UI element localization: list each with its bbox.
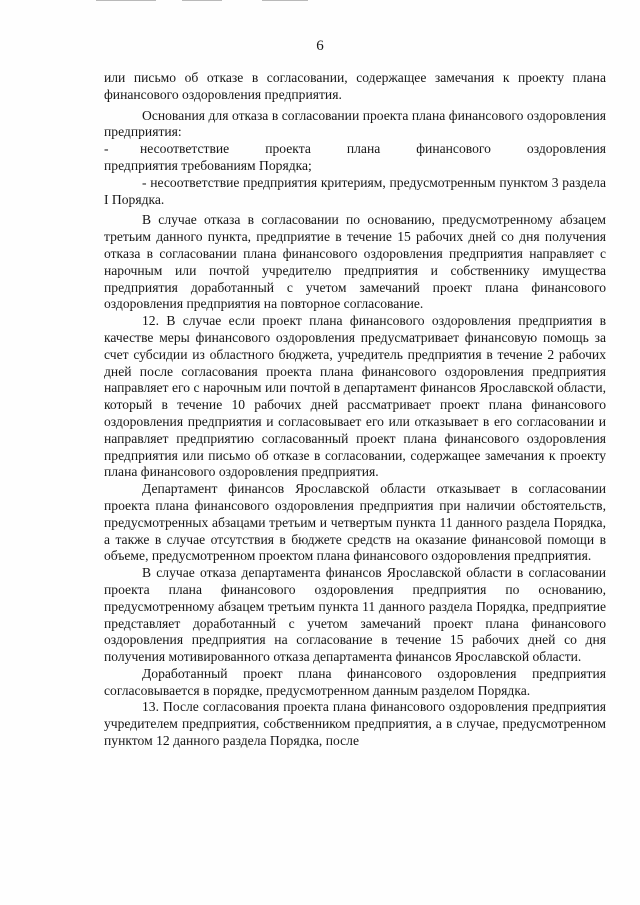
- list-item: [104, 141, 606, 158]
- scan-edge-mark: [96, 0, 156, 1]
- paragraph: Доработанный проект плана финансового оздоровления предприятия согласовывается в порядке, предусмотренном данным разделом Порядка.: [104, 665, 606, 698]
- paragraph: Департамент финансов Ярославской области отказывает в согласовании проекта плана финансового оздоровления предприятия при наличии обстоятельств, предусмотренных абзацами третьим и четвертым пункта 11 данного раздела Порядка, а также в случае отсутствия в бюджете средств на оказание финансовой помощи в объеме, предусмотренном проектом плана финансового оздоровления предприятия.: [104, 481, 606, 564]
- scan-edge-mark: [182, 0, 222, 1]
- paragraph: или письмо об отказе в согласовании, содержащее замечания к проекту плана финансового оздоровления предприятия.: [104, 70, 606, 102]
- page-number: 6: [316, 38, 324, 54]
- paragraph: В случае отказа в согласовании по основанию, предусмотренному абзацем третьим данного пункта, предприятие в течение 15 рабочих дней со дня получения отказа в согласовании плана финансового оздоровления предприятия направляет с нарочным или почтой учредителю предприятия и собственнику имущества предприятия доработанный с учетом замечаний проект плана финансового оздоровления предприятия на повторное согласование.: [104, 212, 606, 312]
- paragraph: - несоответствие предприятия критериям, предусмотренным пунктом 3 раздела I Порядка.: [104, 174, 606, 207]
- paragraph: Основания для отказа в согласовании проекта плана финансового оздоровления предприятия:: [104, 107, 606, 140]
- list-item-continuation: предприятия требованиям Порядка;: [104, 157, 312, 173]
- list-dash: -: [104, 141, 109, 157]
- scan-edge-mark: [262, 0, 308, 1]
- paragraph: В случае отказа департамента финансов Ярославской области в согласовании проекта плана финансового оздоровления предприятия по основанию, предусмотренному абзацем третьим пункта 11 данного раздела Порядка, предприятие представляет доработанный с учетом замечаний проект плана финансового оздоровления предприятия на согласование в течение 15 рабочих дней со дня получения мотивированного отказа департамента финансов Ярославской области.: [104, 565, 606, 665]
- list-item-text: несоответствие проекта плана финансового оздоровления: [140, 141, 606, 157]
- paragraph: 13. После согласования проекта плана финансового оздоровления предприятия учредителем предприятия, собственником предприятия, а в случае, предусмотренном пунктом 12 данного раздела Порядка, после: [104, 699, 606, 749]
- document-body: [104, 70, 606, 750]
- paragraph: 12. В случае если проект плана финансового оздоровления предприятия в качестве меры финансового оздоровления предусматривает финансовую помощь за счет субсидии из областного бюджета, учредитель предприятия в течение 2 рабочих дней после согласования проекта плана финансового оздоровления предприятия направляет его с нарочным или почтой в департамент финансов Ярославской области, который в течение 10 рабочих дней рассматривает проект плана финансового оздоровления предприятия и согласовывает его или отказывает в его согласовании и направляет предприятию согласованный проект плана финансового оздоровления предприятия или письмо об отказе в согласовании, содержащее замечания к проекту плана финансового оздоровления предприятия.: [104, 313, 606, 480]
